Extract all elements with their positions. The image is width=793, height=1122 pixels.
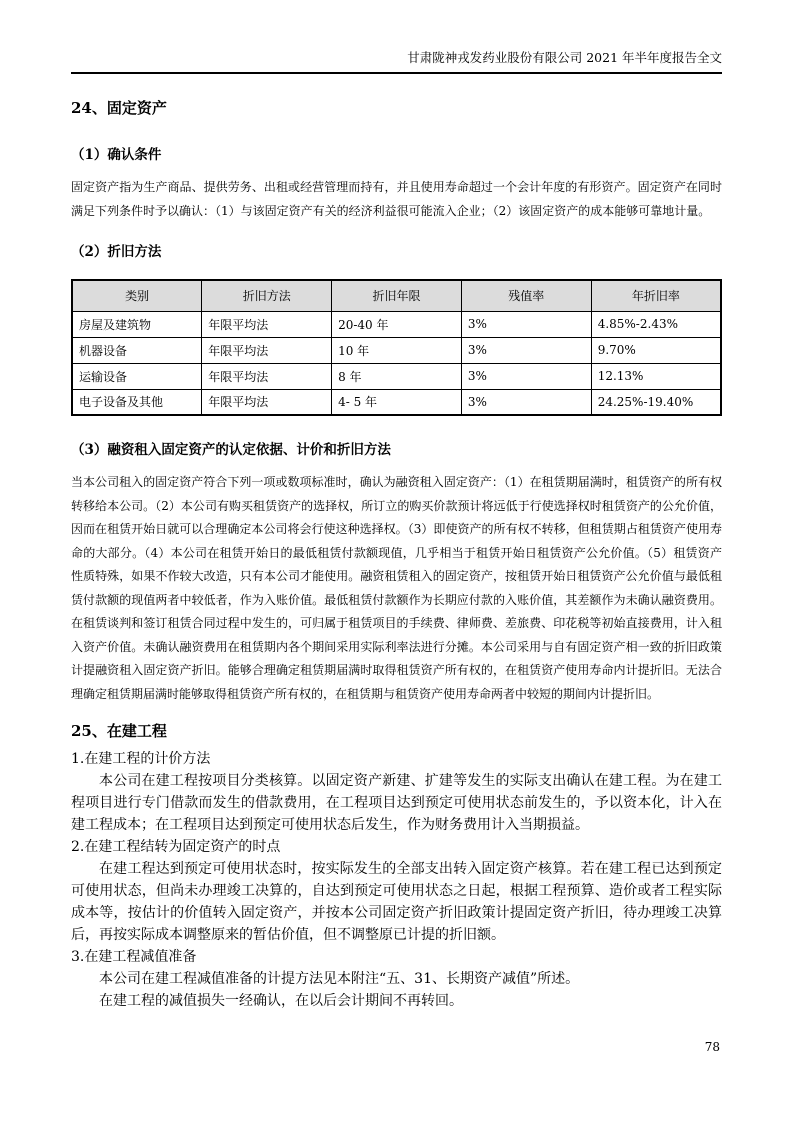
depreciation-table xyxy=(71,279,722,416)
section-25-heading: 25、在建工程 xyxy=(71,722,167,740)
cip-valuation-paragraph: 本公司在建工程按项目分类核算。以固定资产新建、扩建等发生的实际支出确认在建工程。为在建工程项目进行专门借款而发生的借款费用，在工程项目达到预定可使用状态前发生的，予以资本化，计入在建工程成本；在工程项目达到预定可使用状态后发生，作为财务费用计入当期损益。 xyxy=(71,773,722,833)
section-24-heading: 24、固定资产 xyxy=(71,99,167,117)
cip-transfer-title: 2.在建工程结转为固定资产的时点 xyxy=(71,839,281,855)
table-cell: 8 年 xyxy=(332,363,462,389)
table-cell: 年限平均法 xyxy=(202,311,332,337)
table-cell: 电子设备及其他 xyxy=(72,389,202,415)
table-row xyxy=(72,337,721,363)
table-header-residual-rate: 残值率 xyxy=(461,280,591,311)
table-cell: 年限平均法 xyxy=(202,337,332,363)
table-row xyxy=(72,311,721,337)
table-cell: 20-40 年 xyxy=(332,311,462,337)
table-header-annual-rate: 年折旧率 xyxy=(591,280,721,311)
section-24-2-heading: （2）折旧方法 xyxy=(71,244,162,260)
table-header-category: 类别 xyxy=(72,280,202,311)
section-24-3-heading: （3）融资租入固定资产的认定依据、计价和折旧方法 xyxy=(71,442,391,458)
cip-impairment-paragraph-1: 本公司在建工程减值准备的计提方法见本附注“五、31、长期资产减值”所述。 xyxy=(99,971,580,987)
table-cell: 24.25%-19.40% xyxy=(591,389,721,415)
table-cell: 运输设备 xyxy=(72,363,202,389)
cip-impairment-title: 3.在建工程减值准备 xyxy=(71,949,197,965)
table-header-row xyxy=(72,280,721,311)
table-cell: 12.13% xyxy=(591,363,721,389)
table-cell: 年限平均法 xyxy=(202,389,332,415)
table-row xyxy=(72,389,721,415)
table-cell: 房屋及建筑物 xyxy=(72,311,202,337)
table-cell: 4.85%-2.43% xyxy=(591,311,721,337)
section-24-1-heading: （1）确认条件 xyxy=(71,147,162,163)
section-25-content xyxy=(71,748,722,1012)
page-number: 78 xyxy=(704,1040,720,1054)
table-cell: 3% xyxy=(461,389,591,415)
cip-impairment-paragraph-2: 在建工程的减值损失一经确认，在以后会计期间不再转回。 xyxy=(99,993,463,1009)
table-cell: 10 年 xyxy=(332,337,462,363)
finance-lease-paragraph: 当本公司租入的固定资产符合下列一项或数项标准时，确认为融资租入固定资产：（1）在租赁期届满时，租赁资产的所有权转移给本公司。（2）本公司有购买租赁资产的选择权，所订立的购买价款预计将远低于行使选择权时租赁资产的公允价值，因而在租赁开始日就可以合理确定本公司将会行使这种选择权。（3）即使资产的所有权不转移，但租赁期占租赁资产使用寿命的大部分。（4）本公司在租赁开始日的最低租赁付款额现值，几乎相当于租赁开始日租赁资产公允价值。（5）租赁资产性质特殊，如果不作较大改造，只有本公司才能使用。融资租赁租入的固定资产，按租赁开始日租赁资产公允价值与最低租赁付款额的现值两者中较低者，作为入账价值。最低租赁付款额作为长期应付款的入账价值，其差额作为未确认融资费用。在租赁谈判和签订租赁合同过程中发生的，可归属于租赁项目的手续费、律师费、差旅费、印花税等初始直接费用，计入租入资产价值。未确认融资费用在租赁期内各个期间采用实际利率法进行分摊。本公司采用与自有固定资产相一致的折旧政策计提融资租入固定资产折旧。能够合理确定租赁期届满时取得租赁资产所有权的，在租赁资产使用寿命内计提折旧。无法合理确定租赁期届满时能够取得租赁资产所有权的，在租赁期与租赁资产使用寿命两者中较短的期间内计提折旧。 xyxy=(71,475,722,701)
report-header xyxy=(71,0,722,74)
table-header-years: 折旧年限 xyxy=(332,280,462,311)
table-cell: 3% xyxy=(461,337,591,363)
recognition-criteria-paragraph: 固定资产指为生产商品、提供劳务、出租或经营管理而持有，并且使用寿命超过一个会计年度的有形资产。固定资产在同时满足下列条件时予以确认：（1）与该固定资产有关的经济利益很可能流入企业；（2）该固定资产的成本能够可靠地计量。 xyxy=(71,180,722,218)
table-header-method: 折旧方法 xyxy=(202,280,332,311)
cip-transfer-paragraph: 在建工程达到预定可使用状态时，按实际发生的全部支出转入固定资产核算。若在建工程已达到预定可使用状态，但尚未办理竣工决算的，自达到预定可使用状态之日起，根据工程预算、造价或者工程实际成本等，按估计的价值转入固定资产，并按本公司固定资产折旧政策计提固定资产折旧，待办理竣工决算后，再按实际成本调整原来的暂估价值，但不调整原已计提的折旧额。 xyxy=(71,861,722,943)
table-cell: 9.70% xyxy=(591,337,721,363)
report-header-title: 甘肃陇神戎发药业股份有限公司 2021 年半年度报告全文 xyxy=(407,50,722,65)
cip-valuation-title: 1.在建工程的计价方法 xyxy=(71,751,211,767)
table-cell: 年限平均法 xyxy=(202,363,332,389)
table-cell: 3% xyxy=(461,363,591,389)
table-cell: 3% xyxy=(461,311,591,337)
table-row xyxy=(72,363,721,389)
table-cell: 4- 5 年 xyxy=(332,389,462,415)
table-cell: 机器设备 xyxy=(72,337,202,363)
